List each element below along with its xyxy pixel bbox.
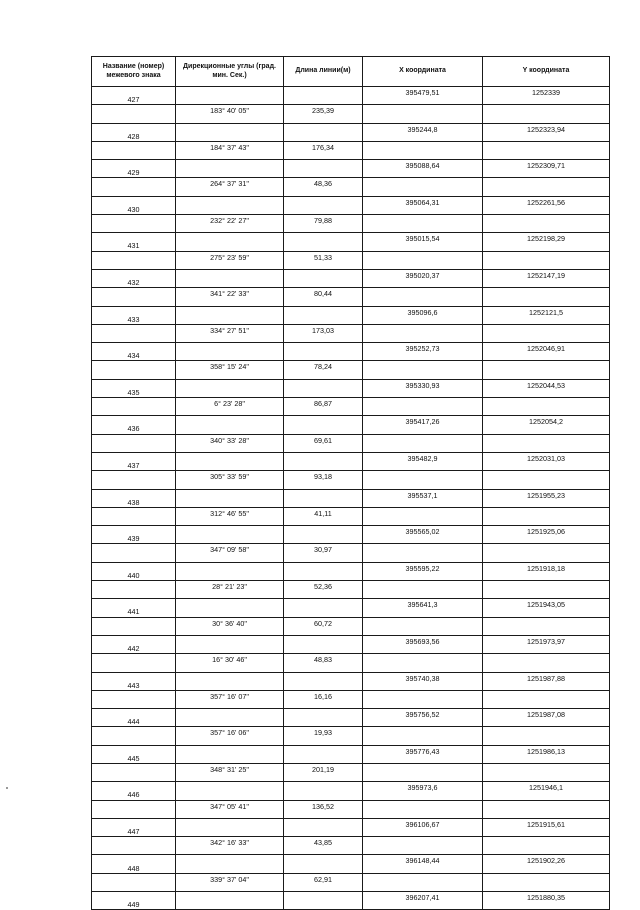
x-coordinate: 395693,56: [363, 635, 483, 653]
y-coordinate: 1252339: [483, 87, 610, 105]
empty-cell: [363, 727, 483, 745]
line-length: 79,88: [284, 215, 363, 233]
x-coordinate: 396148,44: [363, 855, 483, 873]
table-row-segment: [92, 617, 610, 635]
empty-cell: [284, 599, 363, 617]
table-row-segment: [92, 800, 610, 818]
point-name: 427: [92, 87, 176, 105]
boundary-coordinates-table: [91, 56, 610, 910]
line-length: 80,44: [284, 288, 363, 306]
empty-cell: [284, 635, 363, 653]
empty-cell: [92, 324, 176, 342]
empty-cell: [284, 233, 363, 251]
empty-cell: [92, 727, 176, 745]
empty-cell: [176, 599, 284, 617]
empty-cell: [363, 141, 483, 159]
table-row-segment: [92, 837, 610, 855]
empty-cell: [92, 251, 176, 269]
x-coordinate: 395756,52: [363, 709, 483, 727]
y-coordinate: 1251880,35: [483, 892, 610, 910]
y-coordinate: 1252031,03: [483, 452, 610, 470]
empty-cell: [176, 160, 284, 178]
empty-cell: [92, 507, 176, 525]
empty-cell: [284, 343, 363, 361]
empty-cell: [483, 837, 610, 855]
empty-cell: [483, 471, 610, 489]
table-body: [92, 87, 610, 910]
x-coordinate: 395244,8: [363, 123, 483, 141]
table-row-point: [92, 343, 610, 361]
empty-cell: [284, 269, 363, 287]
x-coordinate: 395096,6: [363, 306, 483, 324]
margin-speck: [6, 787, 8, 789]
line-length: 136,52: [284, 800, 363, 818]
table-row-point: [92, 709, 610, 727]
empty-cell: [483, 178, 610, 196]
empty-cell: [284, 782, 363, 800]
y-coordinate: 1252198,29: [483, 233, 610, 251]
y-coordinate: 1251987,88: [483, 672, 610, 690]
empty-cell: [176, 379, 284, 397]
table-row-segment: [92, 581, 610, 599]
table-row-segment: [92, 654, 610, 672]
table-row-segment: [92, 178, 610, 196]
y-coordinate: 1252309,71: [483, 160, 610, 178]
direction-angle: 334° 27' 51": [176, 324, 284, 342]
x-coordinate: 395595,22: [363, 562, 483, 580]
empty-cell: [483, 690, 610, 708]
empty-cell: [92, 654, 176, 672]
line-length: 201,19: [284, 763, 363, 781]
direction-angle: 264° 37' 31": [176, 178, 284, 196]
empty-cell: [176, 855, 284, 873]
table-row-segment: [92, 215, 610, 233]
direction-angle: 30° 36' 40": [176, 617, 284, 635]
empty-cell: [176, 526, 284, 544]
empty-cell: [363, 215, 483, 233]
line-length: 93,18: [284, 471, 363, 489]
header-direction-angles: Дирекционные углы (град. мин. Сек.): [176, 57, 284, 87]
point-name: 440: [92, 562, 176, 580]
direction-angle: 341° 22' 33": [176, 288, 284, 306]
x-coordinate: 395740,38: [363, 672, 483, 690]
y-coordinate: 1252054,2: [483, 416, 610, 434]
empty-cell: [483, 434, 610, 452]
table-row-segment: [92, 105, 610, 123]
table-row-point: [92, 379, 610, 397]
header-line-length: Длина линии(м): [284, 57, 363, 87]
table-row-point: [92, 306, 610, 324]
empty-cell: [363, 178, 483, 196]
line-length: 51,33: [284, 251, 363, 269]
empty-cell: [284, 818, 363, 836]
empty-cell: [92, 288, 176, 306]
empty-cell: [363, 105, 483, 123]
empty-cell: [483, 654, 610, 672]
point-name: 434: [92, 343, 176, 361]
empty-cell: [176, 87, 284, 105]
empty-cell: [176, 892, 284, 910]
point-name: 441: [92, 599, 176, 617]
line-length: 16,16: [284, 690, 363, 708]
line-length: 52,36: [284, 581, 363, 599]
empty-cell: [176, 452, 284, 470]
empty-cell: [284, 745, 363, 763]
empty-cell: [284, 306, 363, 324]
x-coordinate: 395417,26: [363, 416, 483, 434]
empty-cell: [483, 727, 610, 745]
x-coordinate: 395776,43: [363, 745, 483, 763]
empty-cell: [284, 526, 363, 544]
empty-cell: [363, 324, 483, 342]
direction-angle: 347° 05' 41": [176, 800, 284, 818]
empty-cell: [363, 288, 483, 306]
line-length: 19,93: [284, 727, 363, 745]
table-row-segment: [92, 727, 610, 745]
table-row-point: [92, 635, 610, 653]
x-coordinate: 396207,41: [363, 892, 483, 910]
direction-angle: 183° 40' 05": [176, 105, 284, 123]
x-coordinate: 395252,73: [363, 343, 483, 361]
y-coordinate: 1251986,13: [483, 745, 610, 763]
direction-angle: 305° 33' 59": [176, 471, 284, 489]
y-coordinate: 1251915,61: [483, 818, 610, 836]
table-row-segment: [92, 873, 610, 891]
empty-cell: [92, 434, 176, 452]
empty-cell: [284, 87, 363, 105]
x-coordinate: 395479,51: [363, 87, 483, 105]
table-row-point: [92, 855, 610, 873]
y-coordinate: 1252044,53: [483, 379, 610, 397]
empty-cell: [483, 251, 610, 269]
empty-cell: [363, 654, 483, 672]
table-row-segment: [92, 690, 610, 708]
direction-angle: 16° 30' 46": [176, 654, 284, 672]
table-row-point: [92, 416, 610, 434]
y-coordinate: 1251973,97: [483, 635, 610, 653]
empty-cell: [483, 507, 610, 525]
point-name: 442: [92, 635, 176, 653]
empty-cell: [176, 489, 284, 507]
direction-angle: 232° 22' 27": [176, 215, 284, 233]
table-row-segment: [92, 507, 610, 525]
table-row-point: [92, 233, 610, 251]
direction-angle: 28° 21' 23": [176, 581, 284, 599]
empty-cell: [284, 855, 363, 873]
direction-angle: 357° 16' 06": [176, 727, 284, 745]
table-row-segment: [92, 544, 610, 562]
empty-cell: [363, 434, 483, 452]
empty-cell: [284, 416, 363, 434]
table-row-segment: [92, 361, 610, 379]
empty-cell: [284, 562, 363, 580]
table-row-segment: [92, 288, 610, 306]
point-name: 447: [92, 818, 176, 836]
x-coordinate: 396106,67: [363, 818, 483, 836]
point-name: 438: [92, 489, 176, 507]
empty-cell: [176, 233, 284, 251]
table-header-row: [92, 57, 610, 87]
empty-cell: [92, 215, 176, 233]
empty-cell: [483, 361, 610, 379]
line-length: 41,11: [284, 507, 363, 525]
empty-cell: [92, 873, 176, 891]
empty-cell: [363, 837, 483, 855]
empty-cell: [92, 361, 176, 379]
empty-cell: [176, 562, 284, 580]
empty-cell: [176, 672, 284, 690]
header-x-coordinate: X координата: [363, 57, 483, 87]
header-marker-name: Название (номер) межевого знака: [92, 57, 176, 87]
empty-cell: [176, 635, 284, 653]
line-length: 30,97: [284, 544, 363, 562]
empty-cell: [483, 617, 610, 635]
empty-cell: [363, 507, 483, 525]
line-length: 235,39: [284, 105, 363, 123]
direction-angle: 357° 16' 07": [176, 690, 284, 708]
empty-cell: [176, 416, 284, 434]
point-name: 430: [92, 196, 176, 214]
empty-cell: [92, 398, 176, 416]
table-row-point: [92, 526, 610, 544]
empty-cell: [284, 379, 363, 397]
empty-cell: [176, 196, 284, 214]
table-row-point: [92, 745, 610, 763]
point-name: 443: [92, 672, 176, 690]
empty-cell: [363, 361, 483, 379]
empty-cell: [483, 288, 610, 306]
point-name: 428: [92, 123, 176, 141]
direction-angle: 347° 09' 58": [176, 544, 284, 562]
empty-cell: [92, 105, 176, 123]
empty-cell: [92, 690, 176, 708]
table-row-segment: [92, 763, 610, 781]
x-coordinate: 395064,31: [363, 196, 483, 214]
table-row-point: [92, 87, 610, 105]
direction-angle: 358° 15' 24": [176, 361, 284, 379]
y-coordinate: 1251943,05: [483, 599, 610, 617]
empty-cell: [92, 617, 176, 635]
table-row-segment: [92, 141, 610, 159]
line-length: 69,61: [284, 434, 363, 452]
y-coordinate: 1252147,19: [483, 269, 610, 287]
y-coordinate: 1251946,1: [483, 782, 610, 800]
empty-cell: [284, 160, 363, 178]
line-length: 48,36: [284, 178, 363, 196]
empty-cell: [176, 269, 284, 287]
empty-cell: [363, 763, 483, 781]
empty-cell: [176, 306, 284, 324]
direction-angle: 184° 37' 43": [176, 141, 284, 159]
direction-angle: 6° 23' 28": [176, 398, 284, 416]
y-coordinate: 1252323,94: [483, 123, 610, 141]
empty-cell: [176, 123, 284, 141]
table-row-point: [92, 123, 610, 141]
line-length: 78,24: [284, 361, 363, 379]
y-coordinate: 1251918,18: [483, 562, 610, 580]
direction-angle: 348° 31' 25": [176, 763, 284, 781]
empty-cell: [284, 892, 363, 910]
point-name: 448: [92, 855, 176, 873]
empty-cell: [483, 141, 610, 159]
empty-cell: [92, 581, 176, 599]
empty-cell: [363, 800, 483, 818]
empty-cell: [363, 398, 483, 416]
y-coordinate: 1251955,23: [483, 489, 610, 507]
table-row-segment: [92, 324, 610, 342]
line-length: 60,72: [284, 617, 363, 635]
empty-cell: [176, 818, 284, 836]
empty-cell: [92, 763, 176, 781]
table-row-segment: [92, 251, 610, 269]
table-row-point: [92, 452, 610, 470]
empty-cell: [284, 196, 363, 214]
empty-cell: [92, 141, 176, 159]
y-coordinate: 1251987,08: [483, 709, 610, 727]
empty-cell: [284, 709, 363, 727]
empty-cell: [483, 581, 610, 599]
point-name: 429: [92, 160, 176, 178]
y-coordinate: 1252046,91: [483, 343, 610, 361]
y-coordinate: 1252261,56: [483, 196, 610, 214]
empty-cell: [483, 324, 610, 342]
x-coordinate: 395537,1: [363, 489, 483, 507]
empty-cell: [363, 471, 483, 489]
point-name: 446: [92, 782, 176, 800]
table-row-point: [92, 160, 610, 178]
direction-angle: 312° 46' 55": [176, 507, 284, 525]
empty-cell: [176, 709, 284, 727]
x-coordinate: 395482,9: [363, 452, 483, 470]
x-coordinate: 395973,6: [363, 782, 483, 800]
empty-cell: [363, 251, 483, 269]
x-coordinate: 395015,54: [363, 233, 483, 251]
empty-cell: [483, 215, 610, 233]
point-name: 437: [92, 452, 176, 470]
empty-cell: [483, 398, 610, 416]
x-coordinate: 395565,02: [363, 526, 483, 544]
table-row-segment: [92, 434, 610, 452]
empty-cell: [92, 178, 176, 196]
empty-cell: [483, 763, 610, 781]
line-length: 86,87: [284, 398, 363, 416]
direction-angle: 339° 37' 04": [176, 873, 284, 891]
line-length: 173,03: [284, 324, 363, 342]
x-coordinate: 395020,37: [363, 269, 483, 287]
x-coordinate: 395641,3: [363, 599, 483, 617]
x-coordinate: 395330,93: [363, 379, 483, 397]
y-coordinate: 1252121,5: [483, 306, 610, 324]
empty-cell: [363, 873, 483, 891]
line-length: 176,34: [284, 141, 363, 159]
table-row-point: [92, 782, 610, 800]
direction-angle: 340° 33' 28": [176, 434, 284, 452]
table-row-point: [92, 672, 610, 690]
empty-cell: [284, 123, 363, 141]
point-name: 449: [92, 892, 176, 910]
direction-angle: 275° 23' 59": [176, 251, 284, 269]
empty-cell: [92, 471, 176, 489]
table-row-point: [92, 892, 610, 910]
table-row-point: [92, 818, 610, 836]
line-length: 48,83: [284, 654, 363, 672]
empty-cell: [363, 544, 483, 562]
point-name: 431: [92, 233, 176, 251]
empty-cell: [363, 581, 483, 599]
point-name: 435: [92, 379, 176, 397]
point-name: 439: [92, 526, 176, 544]
y-coordinate: 1251925,06: [483, 526, 610, 544]
empty-cell: [92, 544, 176, 562]
y-coordinate: 1251902,26: [483, 855, 610, 873]
table-row-point: [92, 489, 610, 507]
empty-cell: [176, 343, 284, 361]
table-row-point: [92, 196, 610, 214]
empty-cell: [483, 105, 610, 123]
empty-cell: [483, 544, 610, 562]
empty-cell: [483, 800, 610, 818]
table-row-segment: [92, 471, 610, 489]
table-row-segment: [92, 398, 610, 416]
point-name: 444: [92, 709, 176, 727]
empty-cell: [92, 837, 176, 855]
point-name: 433: [92, 306, 176, 324]
point-name: 432: [92, 269, 176, 287]
line-length: 62,91: [284, 873, 363, 891]
line-length: 43,85: [284, 837, 363, 855]
point-name: 445: [92, 745, 176, 763]
empty-cell: [176, 745, 284, 763]
empty-cell: [176, 782, 284, 800]
x-coordinate: 395088,64: [363, 160, 483, 178]
empty-cell: [363, 617, 483, 635]
empty-cell: [284, 672, 363, 690]
table-row-point: [92, 562, 610, 580]
table-row-point: [92, 269, 610, 287]
empty-cell: [284, 452, 363, 470]
header-y-coordinate: Y координата: [483, 57, 610, 87]
table-row-point: [92, 599, 610, 617]
direction-angle: 342° 16' 33": [176, 837, 284, 855]
empty-cell: [284, 489, 363, 507]
point-name: 436: [92, 416, 176, 434]
empty-cell: [92, 800, 176, 818]
empty-cell: [483, 873, 610, 891]
empty-cell: [363, 690, 483, 708]
